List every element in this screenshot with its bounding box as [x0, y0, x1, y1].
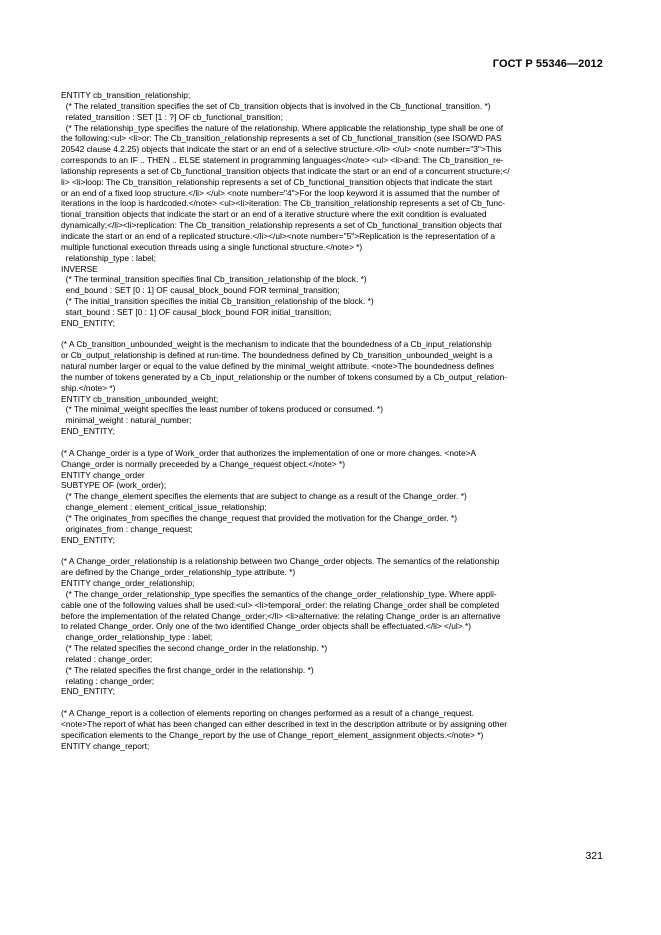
body-line: related : change_order; — [61, 653, 153, 664]
body-line: related_transition : SET [1 : ?] OF cb_functional_transition; — [61, 111, 283, 122]
body-line: SUBTYPE OF (work_order); — [61, 480, 167, 491]
blank-line — [61, 329, 609, 340]
body-line: or an end of a fixed loop structure.</li> </ul> <note number="4">For the loop keyword it is assumed that the number of — [61, 187, 500, 198]
body-line: (* The change_element specifies the elements that are subject to change as a result of the Change_order. *) — [61, 491, 467, 502]
body-line: 20542 clause 4.2.25) objects that indicate the start or an end of a selective structure.</li> </ul> <note number="3">This — [61, 144, 502, 155]
body-line: start_bound : SET [0 : 1] OF causal_block_bound FOR initial_transition; — [61, 306, 332, 317]
body-line: (* A Change_order_relationship is a relationship between two Change_order objects. The semantics of the relationship — [61, 556, 500, 567]
blank-line — [61, 545, 609, 556]
body-line: relating : change_order; — [61, 675, 155, 686]
body-line: (* The minimal_weight specifies the least number of tokens produced or consumed. *) — [61, 404, 383, 415]
body-line: change_element : element_critical_issue_relationship; — [61, 502, 267, 513]
body-line: indicate the start or an end of a replicated structure.</li></ul><note number="5">Replication is the representation of a — [61, 230, 496, 241]
body-line: (* The related_transition specifies the set of Cb_transition objects that is involved in the Cb_functional_transition. *) — [61, 100, 491, 111]
body-line: corresponds to an IF .. THEN .. ELSE statement in programming languages</note> <ul> <li>and: The Cb_transition_re- — [61, 155, 504, 166]
body-line: change_order_relationship_type : label; — [61, 632, 213, 643]
blank-line — [61, 697, 609, 708]
body-line: (* The initial_transition specifies the initial Cb_transition_relationship of the block. *) — [61, 296, 374, 307]
body-line: (* The change_order_relationship_type specifies the semantics of the change_order_relationship_type. Where appli- — [61, 588, 497, 599]
body-line: or Cb_output_relationship is defined at run-time. The boundedness defined by Cb_transition_unbounded_weight is a — [61, 350, 493, 361]
blank-line — [61, 437, 609, 448]
body-line: (* The related specifies the first change_order in the relationship. *) — [61, 664, 314, 675]
body-line: <note>The report of what has been changed can either described in text in the description attribute or by assigning other — [61, 718, 508, 729]
body-line: to related Change_order. Only one of the two identified Change_order objects shall be effectuated.</li> </ul> *) — [61, 621, 472, 632]
body-line: END_ENTITY; — [61, 534, 115, 545]
body-line: (* A Change_order is a type of Work_order that authorizes the implementation of one or more changes. <note>A — [61, 447, 477, 458]
body-line: dynamically;</li><li>replication: The Cb_transition_relationship represents a set of Cb_functional_transition objects that — [61, 220, 502, 231]
body-line: END_ENTITY; — [61, 317, 115, 328]
body-line: ENTITY change_order_relationship; — [61, 577, 195, 588]
body-line: INVERSE — [61, 263, 98, 274]
body-line: the number of tokens generated by a Cb_input_relationship or the number of tokens consumed by a Cb_output_relation- — [61, 371, 508, 382]
page-number: 321 — [585, 850, 603, 862]
document-body — [61, 90, 609, 751]
body-line: ENTITY change_report; — [61, 740, 150, 751]
body-line: Change_order is normally preceeded by a Change_request object.</note> *) — [61, 458, 346, 469]
body-line: are defined by the Change_order_relationship_type attribute. *) — [61, 567, 296, 578]
body-line: END_ENTITY; — [61, 426, 115, 437]
document-standard-id: ГОСТ Р 55346—2012 — [492, 58, 603, 70]
body-line: (* The relationship_type specifies the nature of the relationship. Where applicable the relationship_type shall be one of — [61, 122, 504, 133]
body-line: natural number larger or equal to the value defined by the minimal_weight attribute. <note>The boundedness defines — [61, 361, 494, 372]
body-line: iterations in the loop is hardcoded.</note> <ul><li>iteration: The Cb_transition_relationship represents a set of Cb_func- — [61, 198, 505, 209]
body-line: relationship_type : label; — [61, 252, 156, 263]
body-line: (* The terminal_transition specifies final Cb_transition_relationship of the block. *) — [61, 274, 367, 285]
body-line: (* The related specifies the second change_order in the relationship. *) — [61, 643, 328, 654]
body-line: originates_from : change_request; — [61, 523, 193, 534]
body-line: tional_transition objects that indicate the start or an end of a iterative structure where the exit condition is evaluated — [61, 209, 487, 220]
body-line: END_ENTITY; — [61, 686, 115, 697]
body-line: cable one of the following values shall be used:<ul> <li>temporal_order: the relating Change_order shall be completed — [61, 599, 500, 610]
body-line: (* A Change_report is a collection of elements reporting on changes performed as a result of a change_request. — [61, 708, 474, 719]
body-line: ENTITY change_order — [61, 469, 145, 480]
body-line: (* A Cb_transition_unbounded_weight is the mechanism to indicate that the boundedness of a Cb_input_relationship — [61, 339, 492, 350]
body-line: multiple functional execution threads using a single functional structure.</note> *) — [61, 241, 363, 252]
body-line: end_bound : SET [0 : 1] OF causal_block_bound FOR terminal_transition; — [61, 285, 340, 296]
body-line: li> <li>loop: The Cb_transition_relationship represents a set of Cb_functional_transition objects that indicate the start — [61, 176, 493, 187]
body-line: ENTITY cb_transition_unbounded_weight; — [61, 393, 219, 404]
body-line: ENTITY cb_transition_relationship; — [61, 90, 191, 100]
body-line: before the implementation of the related Change_order;</li> <li>alternative: the relating Change_order is an alternative — [61, 610, 501, 621]
body-line: specification elements to the Change_report by the use of Change_report_element_assignment objects.</note> *) — [61, 729, 484, 740]
body-line: lationship represents a set of Cb_functional_transition objects that indicate the start or an end of a concurrent structure;</ — [61, 165, 510, 176]
body-line: minimal_weight : natural_number; — [61, 415, 192, 426]
body-line: (* The originates_from specifies the change_request that provided the motivation for the Change_order. *) — [61, 512, 458, 523]
body-line: the following:<ul> <li>or: The Cb_transition_relationship represents a set of Cb_functional_transition (see ISO/WD PAS — [61, 133, 502, 144]
body-line: ship.</note> *) — [61, 382, 116, 393]
